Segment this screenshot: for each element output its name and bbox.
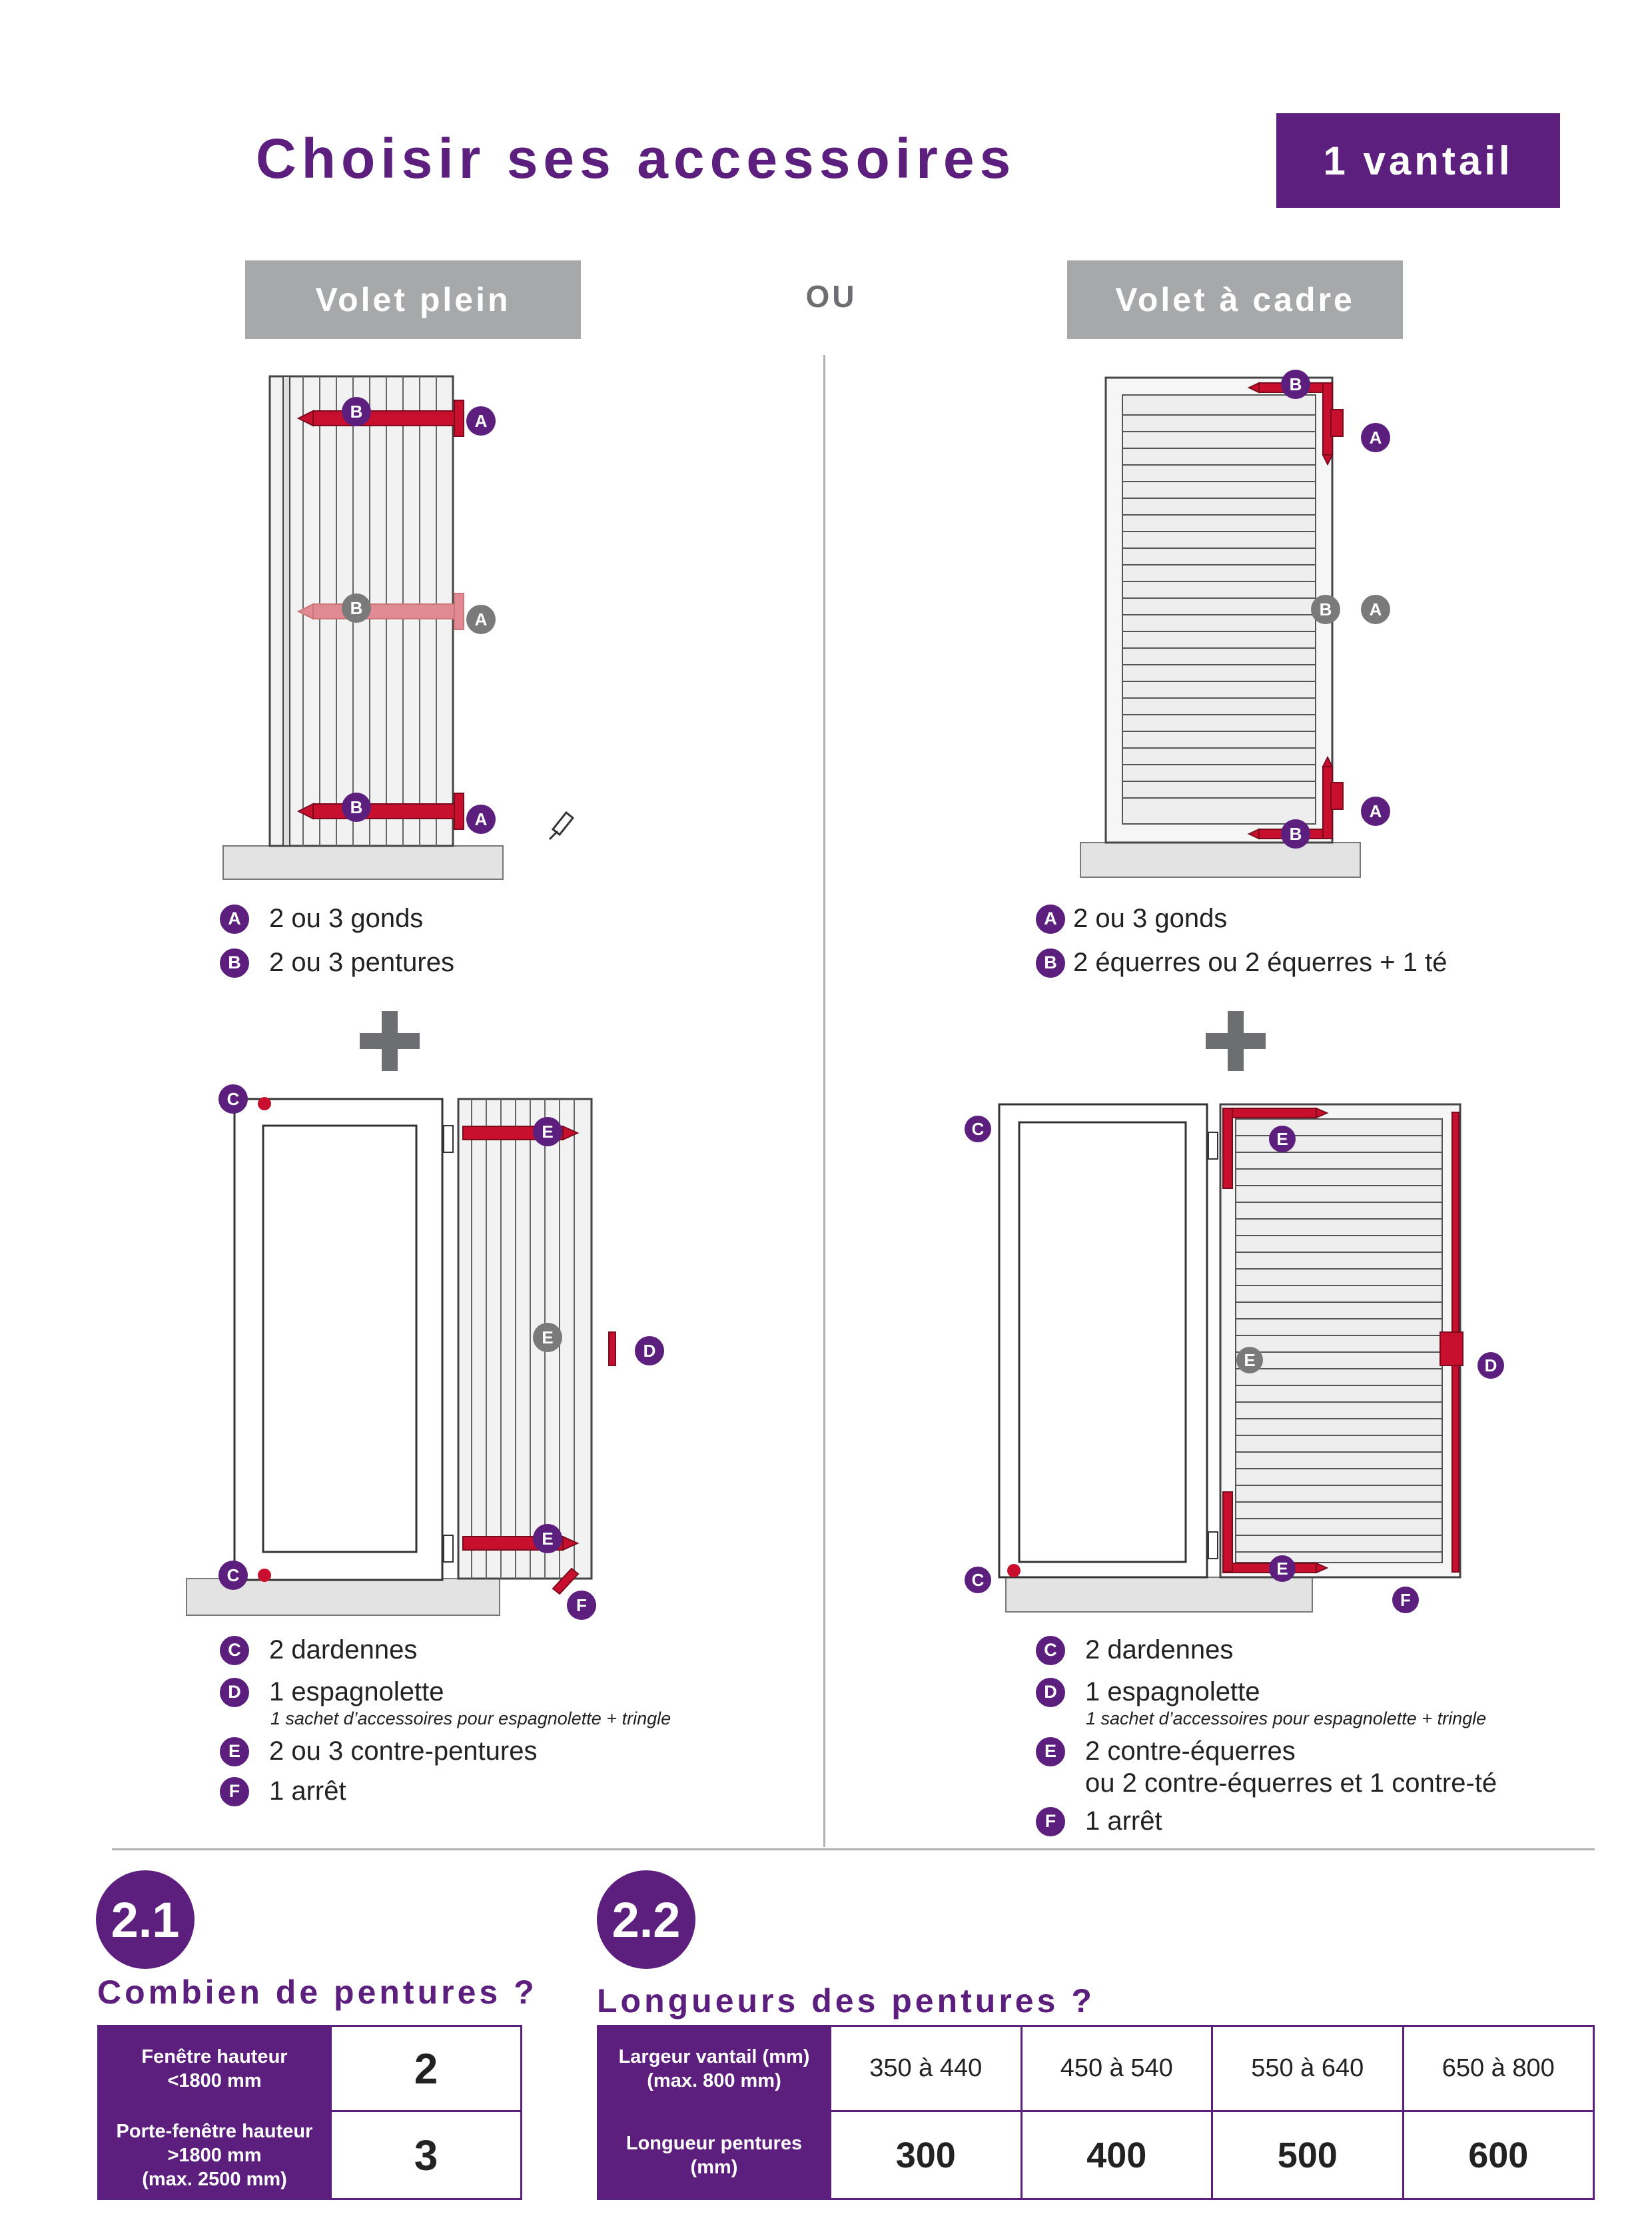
- marker-f: [567, 1591, 596, 1620]
- legend-text: 2 ou 3 pentures: [269, 948, 454, 977]
- label-line: <1800 mm: [167, 2069, 262, 2091]
- svg-text:A: A: [1369, 801, 1382, 821]
- table-row: [598, 2111, 1594, 2199]
- legend-text-continued: ou 2 contre-équerres et 1 contre-té: [1085, 1768, 1497, 1798]
- leaf-count-badge: 1 vantail: [1276, 113, 1560, 208]
- legend-text: 1 espagnolette: [1085, 1677, 1260, 1706]
- label-line: >1800 mm: [167, 2144, 262, 2166]
- legend-item-f-cadre: [1036, 1806, 1162, 1836]
- plus-icon: [360, 1011, 420, 1071]
- pentures-count-table: [97, 2025, 522, 2200]
- or-separator: OU: [805, 279, 857, 314]
- legend-marker: D: [220, 1678, 249, 1707]
- row-value: 3: [331, 2111, 522, 2199]
- svg-text:E: E: [1276, 1559, 1288, 1579]
- marker-e-5: [1236, 1347, 1263, 1373]
- svg-text:C: C: [971, 1570, 985, 1590]
- svg-text:A: A: [1369, 428, 1382, 448]
- legend-item-a-cadre: [1036, 904, 1227, 934]
- svg-text:C: C: [226, 1565, 240, 1585]
- espagnolette: [609, 1332, 616, 1365]
- length-cell: 400: [1021, 2111, 1212, 2199]
- label-line: (mm): [690, 2156, 738, 2178]
- legend-marker: F: [220, 1777, 249, 1806]
- svg-text:A: A: [1369, 599, 1382, 619]
- section-divider: [112, 1848, 1595, 1850]
- length-cell: 300: [831, 2111, 1022, 2199]
- marker-e-3: [533, 1524, 562, 1553]
- marker-b-mid: [1311, 595, 1340, 624]
- legend-marker: C: [1036, 1636, 1065, 1665]
- legend-item-e-cadre: [1036, 1736, 1296, 1766]
- legend-item-b-cadre: [1036, 948, 1447, 978]
- label-line: (max. 800 mm): [647, 2069, 781, 2091]
- legend-marker: E: [1036, 1737, 1065, 1766]
- volet-plein-diagram: [213, 363, 586, 889]
- page-title: Choisir ses accessoires: [256, 127, 1017, 190]
- marker-c-3: [963, 1114, 993, 1144]
- marker-a-1: [466, 406, 496, 436]
- svg-text:A: A: [474, 809, 488, 829]
- legend-text: 2 équerres ou 2 équerres + 1 té: [1073, 948, 1447, 977]
- svg-text:E: E: [1244, 1350, 1256, 1370]
- legend-text: 2 contre-équerres: [1085, 1736, 1296, 1766]
- marker-e-1: [533, 1117, 562, 1146]
- legend-item-f-plein: [220, 1776, 346, 1806]
- length-cell: 500: [1212, 2111, 1404, 2199]
- section-number-badge: 2.2: [597, 1870, 695, 1969]
- table-row: [99, 2026, 522, 2111]
- marker-b-bottom: [1281, 819, 1310, 849]
- svg-text:A: A: [474, 609, 488, 629]
- length-cell: 600: [1403, 2111, 1594, 2199]
- marker-d: [635, 1336, 664, 1365]
- marker-f-2: [1392, 1587, 1419, 1613]
- section-number-badge: 2.1: [96, 1870, 195, 1969]
- marker-d-2: [1477, 1352, 1504, 1379]
- row-label: [99, 2026, 331, 2111]
- pentures-length-table: [597, 2025, 1595, 2200]
- legend-note: 1 sachet d’accessoires pour espagnolette + tringle: [270, 1708, 671, 1728]
- svg-text:F: F: [576, 1595, 587, 1615]
- svg-text:E: E: [542, 1327, 554, 1347]
- marker-a-bottom: [1361, 797, 1390, 826]
- marker-b-1: [342, 397, 371, 426]
- marker-a-top: [1361, 423, 1390, 452]
- svg-text:F: F: [1400, 1590, 1411, 1610]
- legend-item-e-plein: [220, 1736, 537, 1766]
- legend-item-a-plein: [220, 904, 423, 934]
- svg-text:B: B: [350, 797, 363, 817]
- legend-marker: E: [220, 1737, 249, 1766]
- legend-text: 1 arrêt: [1085, 1806, 1162, 1836]
- row-value: 2: [331, 2026, 522, 2111]
- svg-text:D: D: [643, 1341, 656, 1361]
- tab-volet-cadre[interactable]: Volet à cadre: [1067, 260, 1403, 339]
- svg-text:B: B: [1289, 374, 1302, 394]
- legend-text: 2 dardennes: [1085, 1635, 1234, 1664]
- row-label: [598, 2026, 831, 2111]
- width-cell: 450 à 540: [1021, 2026, 1212, 2111]
- legend-item-c-plein: [220, 1635, 417, 1665]
- legend-text: 1 arrêt: [269, 1776, 346, 1806]
- volet-cadre-diagram: [1066, 363, 1439, 889]
- marker-c-4: [965, 1567, 991, 1593]
- marker-b-top: [1281, 370, 1310, 399]
- label-line: Porte-fenêtre hauteur: [116, 2120, 313, 2142]
- tab-volet-plein[interactable]: Volet plein: [245, 260, 581, 339]
- marker-e-6: [1269, 1555, 1296, 1582]
- section-title: Longueurs des pentures ?: [597, 1982, 1095, 2020]
- legend-note: 1 sachet d’accessoires pour espagnolette + tringle: [1086, 1708, 1487, 1728]
- legend-item-c-cadre: [1036, 1635, 1233, 1665]
- svg-text:B: B: [350, 402, 363, 422]
- width-cell: 350 à 440: [831, 2026, 1022, 2111]
- legend-item-d-plein: [220, 1677, 444, 1707]
- legend-marker: D: [1036, 1678, 1065, 1707]
- width-cell: 550 à 640: [1212, 2026, 1404, 2111]
- hand-tool-icon: [550, 813, 573, 839]
- svg-text:B: B: [1289, 824, 1302, 844]
- svg-text:B: B: [350, 598, 363, 618]
- volet-plein-interior-diagram: [180, 1076, 726, 1629]
- legend-text: 2 dardennes: [269, 1635, 418, 1664]
- svg-text:C: C: [971, 1119, 985, 1139]
- legend-marker: B: [220, 948, 249, 978]
- marker-b-2: [342, 593, 371, 623]
- label-line: Longueur pentures: [625, 2132, 803, 2154]
- svg-text:E: E: [542, 1529, 554, 1549]
- legend-text: 2 ou 3 gonds: [269, 904, 424, 933]
- plus-icon: [1206, 1011, 1266, 1071]
- marker-c-1: [218, 1084, 248, 1114]
- legend-marker: F: [1036, 1807, 1065, 1836]
- table-row: [598, 2026, 1594, 2111]
- marker-a-2: [466, 605, 496, 634]
- svg-text:C: C: [226, 1089, 240, 1109]
- marker-b-3: [342, 793, 371, 822]
- legend-text: 2 ou 3 contre-pentures: [269, 1736, 538, 1766]
- legend-marker: B: [1036, 948, 1065, 978]
- legend-item-b-plein: [220, 948, 454, 978]
- column-divider: [823, 355, 825, 1847]
- marker-a-3: [466, 805, 496, 834]
- row-label: [598, 2111, 831, 2199]
- volet-cadre-interior-diagram: [959, 1092, 1519, 1625]
- legend-marker: A: [220, 905, 249, 934]
- legend-marker: A: [1036, 905, 1065, 934]
- marker-e-2: [533, 1323, 562, 1352]
- label-line: Largeur vantail (mm): [618, 2045, 810, 2067]
- legend-marker: C: [220, 1636, 249, 1665]
- svg-text:A: A: [474, 411, 488, 431]
- marker-e-4: [1269, 1126, 1296, 1152]
- marker-a-mid: [1361, 595, 1390, 624]
- legend-text: 1 espagnolette: [269, 1677, 444, 1706]
- label-line: (max. 2500 mm): [142, 2168, 287, 2190]
- marker-c-2: [218, 1561, 248, 1590]
- svg-text:D: D: [1484, 1355, 1497, 1375]
- svg-text:B: B: [1319, 599, 1332, 619]
- label-line: Fenêtre hauteur: [141, 2045, 288, 2067]
- table-row: [99, 2111, 522, 2199]
- legend-text: 2 ou 3 gonds: [1073, 904, 1228, 933]
- section-title: Combien de pentures ?: [97, 1974, 538, 2011]
- legend-item-d-cadre: [1036, 1677, 1260, 1707]
- svg-text:E: E: [1276, 1129, 1288, 1149]
- width-cell: 650 à 800: [1403, 2026, 1594, 2111]
- svg-text:E: E: [542, 1122, 554, 1142]
- row-label: [99, 2111, 331, 2199]
